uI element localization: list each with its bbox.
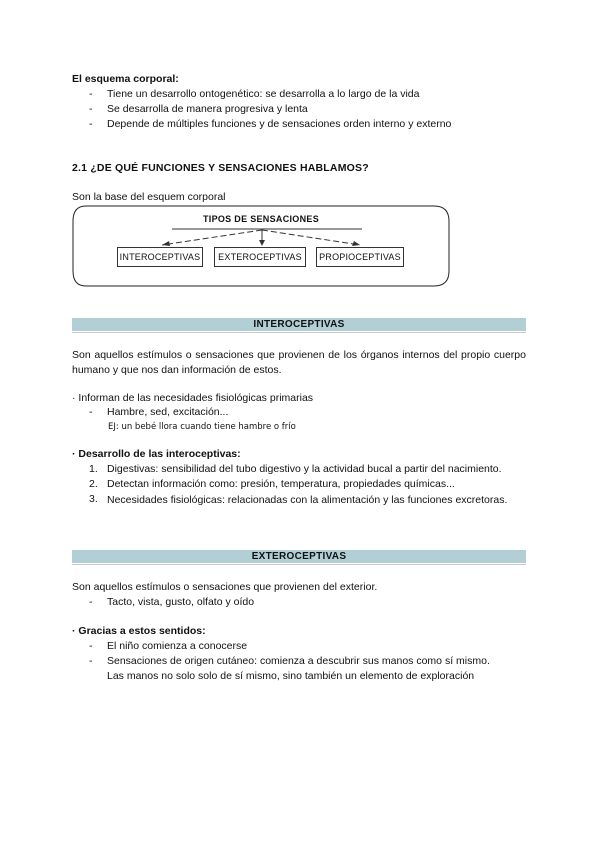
item-text: Necesidades fisiológicas: relacionadas con la alimentación y las funciones excretoras. (107, 494, 508, 506)
diagram-title: TIPOS DE SENSACIONES (202, 214, 320, 224)
item-text: Digestivas: sensibilidad del tubo digestivo y la actividad bucal a partir del nacimiento. (107, 463, 502, 475)
continuation-text: Las manos no solo solo de sí mismo, sino también un elemento de exploración (107, 670, 475, 682)
list-item-text: El niño comienza a conocerse (107, 640, 248, 652)
box-propioceptivas: PROPIOCEPTIVAS (316, 247, 404, 267)
dash-marker: - (89, 596, 93, 608)
dash-marker: - (89, 655, 93, 667)
box-interoceptivas: INTEROCEPTIVAS (117, 247, 203, 267)
list-item-text: Tiene un desarrollo ontogenético: se desarrolla a lo largo de la vida (107, 88, 420, 100)
dash-marker: - (89, 88, 93, 100)
development-heading: · Desarrollo de las interoceptivas: (72, 448, 241, 460)
section-bar-exteroceptivas: EXTEROCEPTIVAS (72, 550, 526, 563)
exteroceptivas-paragraph: Son aquellos estímulos o sensaciones que provienen del exterior. (72, 581, 378, 593)
item-number: 2. (89, 478, 98, 490)
dash-marker: - (89, 406, 93, 418)
item-number: 3. (89, 493, 98, 505)
dash-marker: - (89, 640, 93, 652)
dash-marker: - (89, 118, 93, 130)
dash-marker: - (89, 103, 93, 115)
list-item-text: Se desarrolla de manera progresiva y lenta (107, 103, 308, 115)
section-lead: Son la base del esquem corporal (72, 191, 226, 203)
divider (72, 332, 526, 333)
divider (72, 564, 526, 565)
example-note: EJ: un bebé llora cuando tiene hambre o frío (108, 422, 296, 432)
section-heading: 2.1 ¿DE QUÉ FUNCIONES Y SENSACIONES HABLAMOS? (72, 162, 369, 174)
arrow-right (262, 230, 360, 245)
interoceptivas-bullet: · Informan de las necesidades fisiológicas primarias (72, 392, 314, 404)
intro-heading: El esquema corporal: (72, 73, 179, 85)
list-item-text: Tacto, vista, gusto, olfato y oído (107, 596, 255, 608)
list-item-text: Sensaciones de origen cutáneo: comienza a descubrir sus manos como sí mismo. (107, 655, 490, 667)
list-item-text: Hambre, sed, excitación... (107, 406, 229, 418)
sensations-diagram (72, 205, 450, 287)
item-number: 1. (89, 463, 98, 475)
box-exteroceptivas: EXTEROCEPTIVAS (214, 247, 306, 267)
item-text: Detectan información como: presión, temperatura, propiedades químicas... (107, 478, 455, 490)
section-bar-interoceptivas: INTEROCEPTIVAS (72, 318, 526, 331)
list-item-text: Depende de múltiples funciones y de sensaciones orden interno y externo (107, 118, 452, 130)
arrow-left (162, 230, 262, 245)
interoceptivas-paragraph: Son aquellos estímulos o sensaciones que provienen de los órganos internos del propio cuerpo humano y que nos dan información de estos. (72, 349, 526, 376)
senses-heading: · Gracias a estos sentidos: (72, 625, 206, 637)
